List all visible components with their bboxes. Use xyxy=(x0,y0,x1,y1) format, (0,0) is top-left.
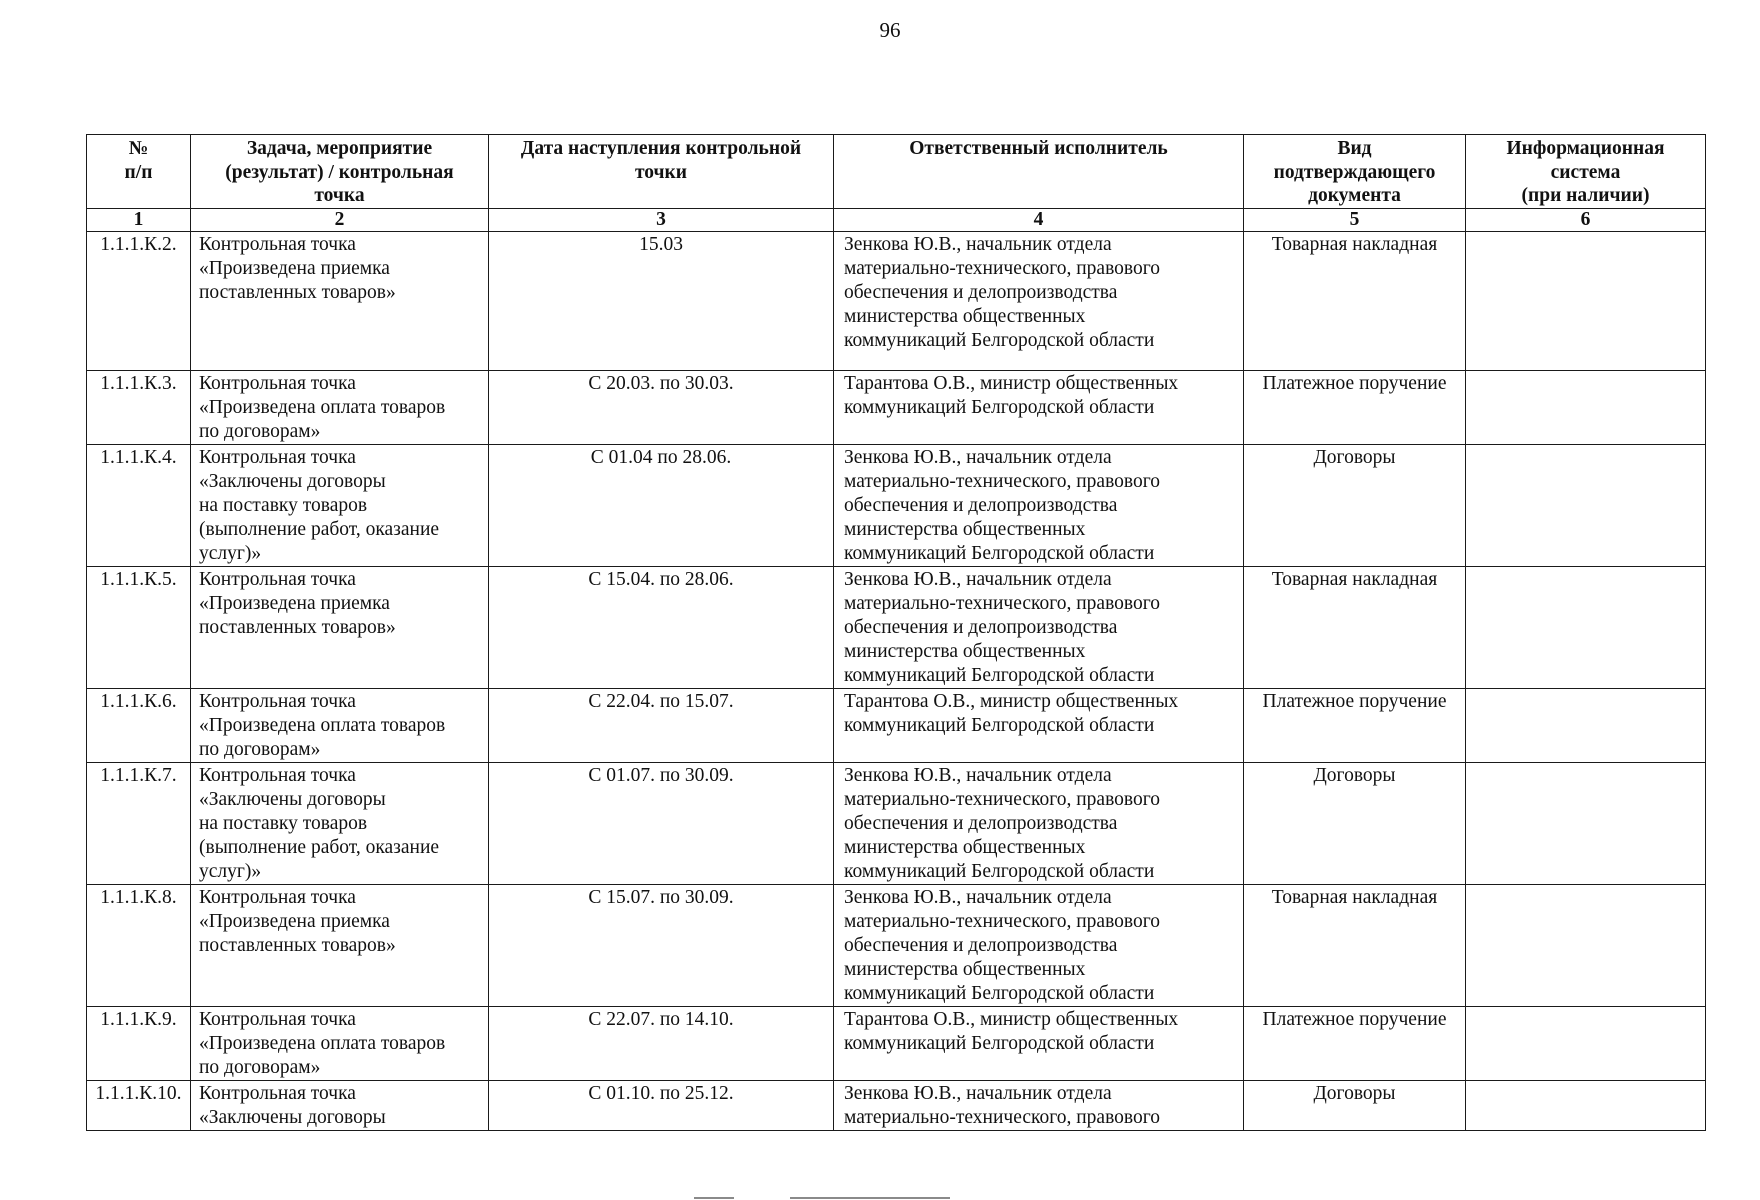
cell-document-type: Товарная накладная xyxy=(1244,566,1466,688)
table-row xyxy=(87,444,1706,566)
cell-executor: Зенкова Ю.В., начальник отдела материально-технического, правового xyxy=(834,1080,1244,1130)
column-number: 4 xyxy=(834,208,1244,231)
cell-executor: Зенкова Ю.В., начальник отдела материально-технического, правового обеспечения и делопроизводства министерства общественных коммуникаций Белгородской области xyxy=(834,884,1244,1006)
cell-task: Контрольная точка «Заключены договоры на поставку товаров (выполнение работ, оказание услуг)» xyxy=(191,762,489,884)
cell-info-system xyxy=(1466,444,1706,566)
cell-info-system xyxy=(1466,231,1706,370)
cell-date: С 22.07. по 14.10. xyxy=(489,1006,834,1080)
table-row xyxy=(87,566,1706,688)
header-date: Дата наступления контрольной точки xyxy=(489,135,834,209)
cell-executor: Тарантова О.В., министр общественных коммуникаций Белгородской области xyxy=(834,688,1244,762)
cell-date: С 15.04. по 28.06. xyxy=(489,566,834,688)
cell-document-type: Договоры xyxy=(1244,444,1466,566)
cell-date: С 15.07. по 30.09. xyxy=(489,884,834,1006)
cell-task: Контрольная точка «Произведена оплата товаров по договорам» xyxy=(191,1006,489,1080)
cell-number: 1.1.1.К.10. xyxy=(87,1080,191,1130)
cell-document-type: Товарная накладная xyxy=(1244,231,1466,370)
cell-number: 1.1.1.К.5. xyxy=(87,566,191,688)
table-row xyxy=(87,231,1706,370)
cell-executor: Зенкова Ю.В., начальник отдела материально-технического, правового обеспечения и делопроизводства министерства общественных коммуникаций Белгородской области xyxy=(834,444,1244,566)
column-number: 2 xyxy=(191,208,489,231)
cell-number: 1.1.1.К.7. xyxy=(87,762,191,884)
cell-executor: Зенкова Ю.В., начальник отдела материально-технического, правового обеспечения и делопроизводства министерства общественных коммуникаций Белгородской области xyxy=(834,231,1244,370)
cell-info-system xyxy=(1466,1006,1706,1080)
column-number: 5 xyxy=(1244,208,1466,231)
cell-document-type: Платежное поручение xyxy=(1244,370,1466,444)
column-number: 6 xyxy=(1466,208,1706,231)
header-info-system: Информационная система (при наличии) xyxy=(1466,135,1706,209)
cell-task: Контрольная точка «Заключены договоры xyxy=(191,1080,489,1130)
cell-info-system xyxy=(1466,566,1706,688)
cell-info-system xyxy=(1466,762,1706,884)
cell-number: 1.1.1.К.8. xyxy=(87,884,191,1006)
table-header-row xyxy=(87,135,1706,209)
cell-date: С 20.03. по 30.03. xyxy=(489,370,834,444)
cell-number: 1.1.1.К.6. xyxy=(87,688,191,762)
cell-document-type: Платежное поручение xyxy=(1244,1006,1466,1080)
scan-artifact xyxy=(790,1197,950,1199)
header-number: № п/п xyxy=(87,135,191,209)
cell-number: 1.1.1.К.2. xyxy=(87,231,191,370)
cell-date: С 01.10. по 25.12. xyxy=(489,1080,834,1130)
table-row xyxy=(87,762,1706,884)
cell-info-system xyxy=(1466,688,1706,762)
cell-date: С 22.04. по 15.07. xyxy=(489,688,834,762)
header-task: Задача, мероприятие (результат) / контрольная точка xyxy=(191,135,489,209)
cell-task: Контрольная точка «Произведена приемка поставленных товаров» xyxy=(191,566,489,688)
cell-document-type: Товарная накладная xyxy=(1244,884,1466,1006)
page-number: 96 xyxy=(879,18,901,42)
column-number: 1 xyxy=(87,208,191,231)
cell-executor: Зенкова Ю.В., начальник отдела материально-технического, правового обеспечения и делопроизводства министерства общественных коммуникаций Белгородской области xyxy=(834,762,1244,884)
cell-number: 1.1.1.К.9. xyxy=(87,1006,191,1080)
cell-document-type: Платежное поручение xyxy=(1244,688,1466,762)
cell-task: Контрольная точка «Произведена оплата товаров по договорам» xyxy=(191,370,489,444)
cell-document-type: Договоры xyxy=(1244,762,1466,884)
cell-document-type: Договоры xyxy=(1244,1080,1466,1130)
cell-task: Контрольная точка «Произведена приемка поставленных товаров» xyxy=(191,884,489,1006)
table-row xyxy=(87,688,1706,762)
cell-executor: Зенкова Ю.В., начальник отдела материально-технического, правового обеспечения и делопроизводства министерства общественных коммуникаций Белгородской области xyxy=(834,566,1244,688)
table-row xyxy=(87,1080,1706,1130)
cell-info-system xyxy=(1466,370,1706,444)
cell-date: С 01.07. по 30.09. xyxy=(489,762,834,884)
cell-date: С 01.04 по 28.06. xyxy=(489,444,834,566)
cell-date: 15.03 xyxy=(489,231,834,370)
cell-task: Контрольная точка «Произведена приемка поставленных товаров» xyxy=(191,231,489,370)
cell-info-system xyxy=(1466,1080,1706,1130)
header-executor: Ответственный исполнитель xyxy=(834,135,1244,209)
column-number-row xyxy=(87,208,1706,231)
cell-executor: Тарантова О.В., министр общественных коммуникаций Белгородской области xyxy=(834,1006,1244,1080)
column-number: 3 xyxy=(489,208,834,231)
cell-number: 1.1.1.К.3. xyxy=(87,370,191,444)
scan-artifact xyxy=(694,1197,734,1199)
table-row xyxy=(87,370,1706,444)
control-points-table xyxy=(86,134,1706,1131)
cell-task: Контрольная точка «Произведена оплата товаров по договорам» xyxy=(191,688,489,762)
header-document-type: Вид подтверждающего документа xyxy=(1244,135,1466,209)
cell-executor: Тарантова О.В., министр общественных коммуникаций Белгородской области xyxy=(834,370,1244,444)
cell-info-system xyxy=(1466,884,1706,1006)
cell-number: 1.1.1.К.4. xyxy=(87,444,191,566)
cell-task: Контрольная точка «Заключены договоры на поставку товаров (выполнение работ, оказание услуг)» xyxy=(191,444,489,566)
table-row xyxy=(87,1006,1706,1080)
table-row xyxy=(87,884,1706,1006)
